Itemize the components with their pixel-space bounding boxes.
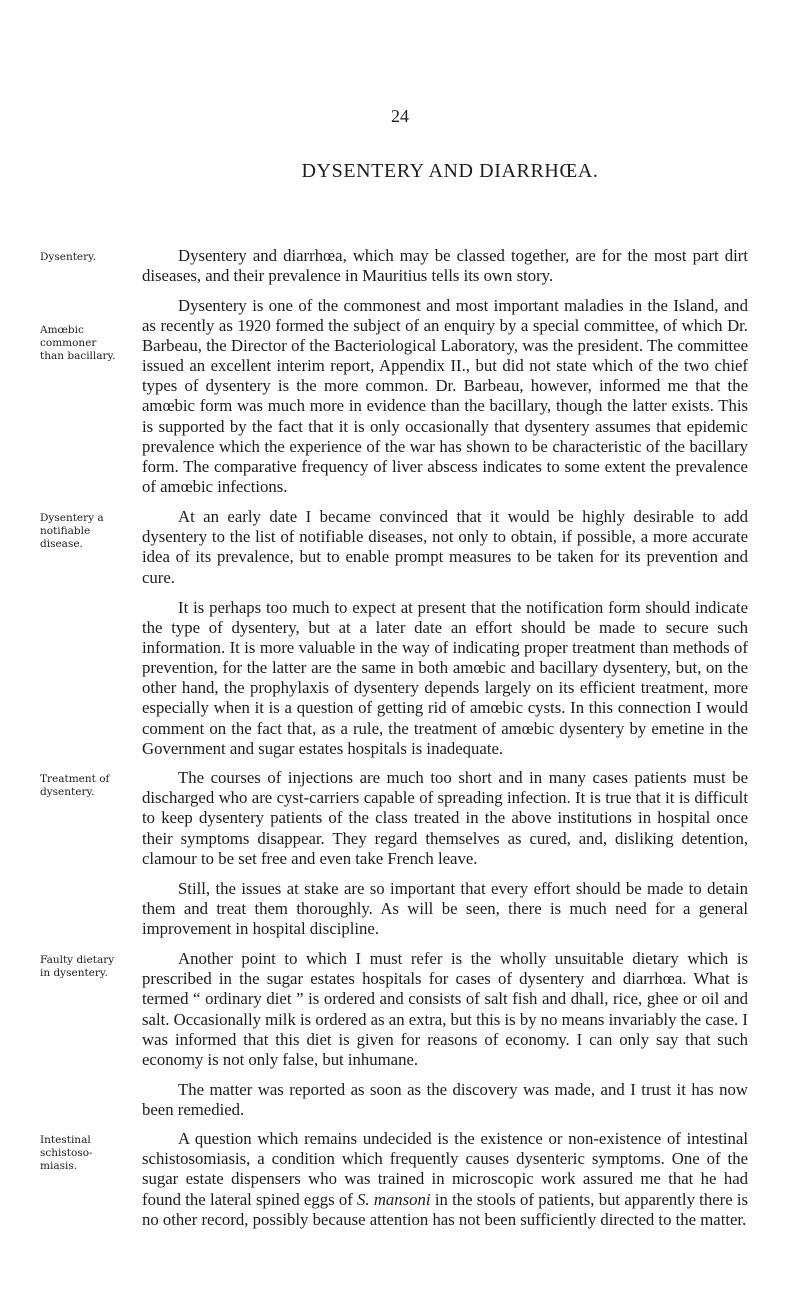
paragraph-9-end: in the stools of patients, but apparently there is no other record, possibly because attention has not been sufficiently directed to the matter. bbox=[142, 1189, 749, 1229]
paragraph-4: It is perhaps too much to expect at present that the notification form should indicate the type of dysentery, but at a later date an effort should be made to secure such information. It is more valuable in the way of indicating proper treatment than methods of prevention, for the latter are the same in both amœbic and bacillary dysentery, but, on the other hand, the prophylaxis of dysentery depends largely on its efficient treatment, more especially when it is a question of getting rid of amœbic cysts. In this connection I would comment on the fact that, as a rule, the treatment of amœbic dysentery by emetine in the Government and sugar estates hospitals is inadequate. bbox=[142, 597, 748, 758]
species-name: S. mansoni bbox=[357, 1189, 431, 1209]
margin-note-dysentery: Dysentery. bbox=[40, 251, 97, 263]
paragraph-3: At an early date I became convinced that it would be highly desirable to add dysentery to the list of notifiable diseases, not only to obtain, if possible, a more accurate idea of its prevalence, but to enable prompt measures to be taken for its prevention and cure. bbox=[142, 507, 748, 587]
paragraph-2: Dysentery is one of the commonest and most important maladies in the Island, and as recently as 1920 formed the subject of an enquiry by a special committee, of which Dr. Barbeau, the Director of the Bacteriological Laboratory, was the president. The committee issued an excellent interim report, Appendix II., but did not state which of the two chief types of dysentery is the more common. Dr. Barbeau, however, informed me that the amœbic form was much more in evidence than the bacillary, though the latter exists. This is supported by the fact that it is only occasionally that dysentery assumes that epidemic prevalence which the experience of the war has shown to be characteristic of the bacillary form. The comparative frequency of liver abscess indicates to some extent the prevalence of amœbic infections. bbox=[142, 295, 748, 497]
margin-note-amoebic-commoner: Amœbic commoner than bacillary. bbox=[40, 324, 116, 363]
paragraph-5: The courses of injections are much too short and in many cases patients must be discharged who are cyst-carriers capable of spreading infection. It is true that it is difficult to keep dysentery patients of the class treated in the above institutions in hospital once their symptoms disappear. They regard themselves as cured, and, disliking detention, clamour to be set free and even take French leave. bbox=[142, 768, 748, 868]
paragraph-7: Another point to which I must refer is the wholly unsuitable dietary which is prescribed in the sugar estates hospitals for cases of dysentery and diarrhœa. What is termed “ ordinary diet ” is ordered and consists of salt fish and dhall, rice, ghee or oil and salt. Occasionally milk is ordered as an extra, but this is by no means invariably the case. I was informed that this diet is given for reasons of economy. I can only say that such economy is not only false, but inhumane. bbox=[142, 949, 748, 1069]
margin-note-faulty-dietary: Faulty dietary in dysentery. bbox=[40, 954, 115, 980]
margin-note-schistosomiasis: Intestinal schistoso-miasis. bbox=[40, 1134, 93, 1173]
paragraph-1: Dysentery and diarrhœa, which may be classed together, are for the most part dirt diseases, and their prevalence in Mauritius tells its own story. bbox=[142, 246, 748, 286]
paragraph-9-text: A question which remains undecided is the existence or non-existence of intestinal schistosomiasis, a condition which frequently causes dysenteric symptoms. One of the sugar estate dispensers who was trained in microscopic work assured me that he had found the lateral spined eggs of bbox=[142, 1129, 748, 1209]
paragraph-6: Still, the issues at stake are so important that every effort should be made to detain them and treat them thoroughly. As will be seen, there is much need for a general improvement in hospital discipline. bbox=[142, 878, 748, 938]
paragraph-8: The matter was reported as soon as the discovery was made, and I trust it has now been remedied. bbox=[142, 1079, 748, 1119]
margin-note-notifiable-disease: Dysentery a notifiable disease. bbox=[40, 512, 104, 551]
margin-note-treatment: Treatment of dysentery. bbox=[40, 773, 110, 799]
section-heading: DYSENTERY AND DIARRHŒA. bbox=[301, 160, 599, 182]
paragraph-9 bbox=[142, 1129, 748, 1230]
page-number: 24 bbox=[391, 106, 409, 126]
